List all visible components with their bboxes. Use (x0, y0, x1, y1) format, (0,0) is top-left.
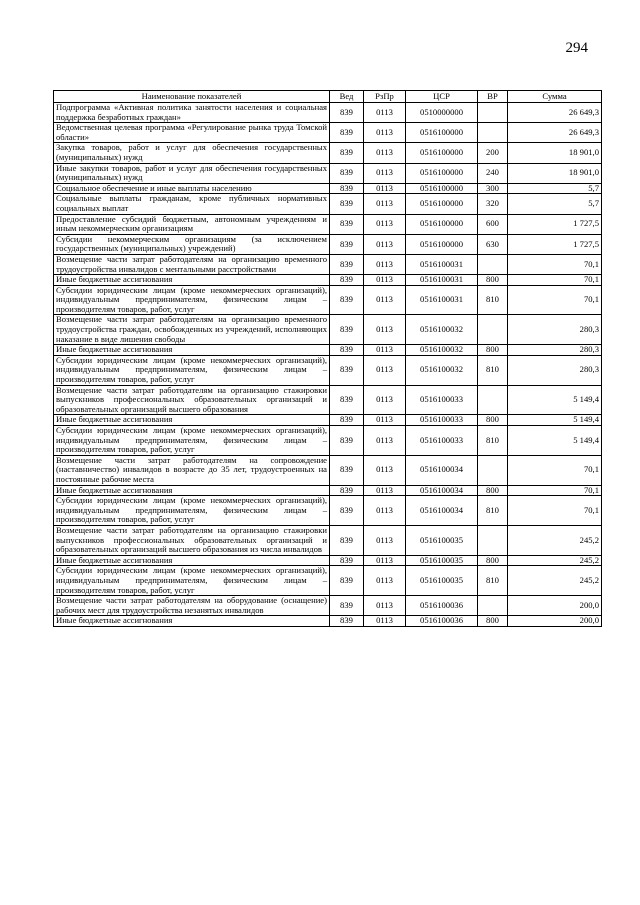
cell-rzpr: 0113 (364, 426, 406, 456)
cell-rzpr: 0113 (364, 415, 406, 426)
header-rzpr: РзПр (364, 91, 406, 103)
cell-csr: 0516100000 (406, 214, 478, 234)
cell-rzpr: 0113 (364, 275, 406, 286)
cell-csr: 0516100033 (406, 426, 478, 456)
cell-vr: 810 (478, 496, 508, 526)
table-row (54, 103, 602, 123)
cell-name: Возмещение части затрат работодателям на организацию временного трудоустройства инвалидов с ментальными расстройствами (54, 254, 330, 274)
cell-rzpr: 0113 (364, 496, 406, 526)
cell-sum: 5 149,4 (508, 415, 602, 426)
cell-name: Иные бюджетные ассигнования (54, 345, 330, 356)
cell-sum: 70,1 (508, 254, 602, 274)
cell-rzpr: 0113 (364, 555, 406, 566)
cell-sum: 26 649,3 (508, 103, 602, 123)
cell-vr: 800 (478, 616, 508, 627)
cell-sum: 245,2 (508, 555, 602, 566)
cell-csr: 0516100031 (406, 285, 478, 315)
cell-name: Возмещение части затрат работодателям на оборудование (оснащение) рабочих мест для трудоустройства незанятых инвалидов (54, 596, 330, 616)
cell-ved: 839 (330, 415, 364, 426)
cell-csr: 0516100031 (406, 275, 478, 286)
cell-rzpr: 0113 (364, 455, 406, 485)
cell-csr: 0516100000 (406, 234, 478, 254)
table-row (54, 315, 602, 345)
table-row (54, 183, 602, 194)
cell-csr: 0516100034 (406, 455, 478, 485)
cell-name: Субсидии юридическим лицам (кроме некоммерческих организаций), индивидуальным предпринимателям, физическим лицам – производителям товаров, работ, услуг (54, 426, 330, 456)
table-row (54, 596, 602, 616)
cell-csr: 0516100000 (406, 143, 478, 163)
cell-csr: 0516100034 (406, 496, 478, 526)
table-row (54, 555, 602, 566)
table-row (54, 345, 602, 356)
cell-csr: 0510000000 (406, 103, 478, 123)
cell-ved: 839 (330, 194, 364, 214)
table-row (54, 143, 602, 163)
cell-vr (478, 385, 508, 415)
cell-csr: 0516100035 (406, 525, 478, 555)
cell-vr (478, 103, 508, 123)
cell-sum: 5,7 (508, 183, 602, 194)
cell-ved: 839 (330, 275, 364, 286)
cell-rzpr: 0113 (364, 285, 406, 315)
table-row (54, 163, 602, 183)
cell-csr: 0516100000 (406, 183, 478, 194)
cell-csr: 0516100032 (406, 355, 478, 385)
cell-name: Закупка товаров, работ и услуг для обеспечения государственных (муниципальных) нужд (54, 143, 330, 163)
cell-sum: 200,0 (508, 616, 602, 627)
cell-vr: 200 (478, 143, 508, 163)
cell-ved: 839 (330, 385, 364, 415)
cell-name: Возмещение части затрат работодателям на сопровождение (наставничество) инвалидов в возрасте до 35 лет, трудоустроенных на постоянные рабочие места (54, 455, 330, 485)
cell-vr: 800 (478, 485, 508, 496)
header-vr: ВР (478, 91, 508, 103)
cell-rzpr: 0113 (364, 596, 406, 616)
cell-name: Социальное обеспечение и иные выплаты населению (54, 183, 330, 194)
cell-rzpr: 0113 (364, 183, 406, 194)
cell-rzpr: 0113 (364, 616, 406, 627)
cell-sum: 280,3 (508, 355, 602, 385)
cell-rzpr: 0113 (364, 254, 406, 274)
cell-name: Иные бюджетные ассигнования (54, 275, 330, 286)
cell-vr (478, 315, 508, 345)
cell-vr: 800 (478, 275, 508, 286)
cell-vr: 600 (478, 214, 508, 234)
cell-sum: 5 149,4 (508, 385, 602, 415)
cell-name: Подпрограмма «Активная политика занятости населения и социальная поддержка безработных граждан» (54, 103, 330, 123)
cell-name: Субсидии юридическим лицам (кроме некоммерческих организаций), индивидуальным предпринимателям, физическим лицам – производителям товаров, работ, услуг (54, 566, 330, 596)
table-row (54, 214, 602, 234)
cell-csr: 0516100036 (406, 616, 478, 627)
table-row (54, 485, 602, 496)
cell-ved: 839 (330, 555, 364, 566)
cell-vr: 810 (478, 355, 508, 385)
cell-rzpr: 0113 (364, 143, 406, 163)
cell-sum: 280,3 (508, 315, 602, 345)
cell-sum: 200,0 (508, 596, 602, 616)
cell-csr: 0516100035 (406, 566, 478, 596)
cell-ved: 839 (330, 285, 364, 315)
cell-name: Предоставление субсидий бюджетным, автономным учреждениям и иным некоммерческим организациям (54, 214, 330, 234)
cell-name: Иные бюджетные ассигнования (54, 555, 330, 566)
cell-sum: 1 727,5 (508, 234, 602, 254)
cell-csr: 0516100033 (406, 385, 478, 415)
cell-rzpr: 0113 (364, 214, 406, 234)
cell-vr: 810 (478, 285, 508, 315)
cell-csr: 0516100000 (406, 194, 478, 214)
table-row (54, 415, 602, 426)
cell-ved: 839 (330, 143, 364, 163)
cell-csr: 0516100032 (406, 345, 478, 356)
cell-csr: 0516100035 (406, 555, 478, 566)
cell-ved: 839 (330, 103, 364, 123)
table-row (54, 496, 602, 526)
cell-vr: 630 (478, 234, 508, 254)
cell-ved: 839 (330, 234, 364, 254)
cell-sum: 1 727,5 (508, 214, 602, 234)
cell-vr: 810 (478, 426, 508, 456)
cell-rzpr: 0113 (364, 163, 406, 183)
cell-name: Субсидии юридическим лицам (кроме некоммерческих организаций), индивидуальным предпринимателям, физическим лицам – производителям товаров, работ, услуг (54, 496, 330, 526)
cell-ved: 839 (330, 254, 364, 274)
cell-ved: 839 (330, 566, 364, 596)
cell-rzpr: 0113 (364, 234, 406, 254)
cell-ved: 839 (330, 525, 364, 555)
cell-sum: 70,1 (508, 275, 602, 286)
cell-csr: 0516100031 (406, 254, 478, 274)
table-row (54, 123, 602, 143)
cell-ved: 839 (330, 214, 364, 234)
cell-ved: 839 (330, 123, 364, 143)
table-row (54, 566, 602, 596)
header-csr: ЦСР (406, 91, 478, 103)
cell-sum: 245,2 (508, 525, 602, 555)
cell-ved: 839 (330, 426, 364, 456)
cell-vr: 800 (478, 345, 508, 356)
cell-csr: 0516100000 (406, 123, 478, 143)
cell-rzpr: 0113 (364, 525, 406, 555)
cell-name: Субсидии некоммерческим организациям (за исключением государственных (муниципальных) учреждений) (54, 234, 330, 254)
header-sum: Сумма (508, 91, 602, 103)
cell-ved: 839 (330, 596, 364, 616)
cell-ved: 839 (330, 355, 364, 385)
table-row (54, 355, 602, 385)
cell-vr: 300 (478, 183, 508, 194)
table-row (54, 234, 602, 254)
cell-sum: 245,2 (508, 566, 602, 596)
cell-vr (478, 596, 508, 616)
cell-rzpr: 0113 (364, 345, 406, 356)
table-row (54, 194, 602, 214)
cell-ved: 839 (330, 315, 364, 345)
cell-ved: 839 (330, 455, 364, 485)
cell-sum: 70,1 (508, 485, 602, 496)
cell-rzpr: 0113 (364, 485, 406, 496)
cell-rzpr: 0113 (364, 385, 406, 415)
cell-vr: 240 (478, 163, 508, 183)
cell-vr (478, 455, 508, 485)
cell-vr: 810 (478, 566, 508, 596)
table-header-row (54, 91, 602, 103)
cell-name: Социальные выплаты гражданам, кроме публичных нормативных социальных выплат (54, 194, 330, 214)
cell-name: Возмещение части затрат работодателям на организацию стажировки выпускников профессиональных образовательных организаций и образовательных организаций высшего образования (54, 385, 330, 415)
cell-ved: 839 (330, 183, 364, 194)
cell-csr: 0516100034 (406, 485, 478, 496)
cell-name: Ведомственная целевая программа «Регулирование рынка труда Томской области» (54, 123, 330, 143)
table-row (54, 385, 602, 415)
cell-name: Иные бюджетные ассигнования (54, 616, 330, 627)
cell-name: Возмещение части затрат работодателям на организацию временного трудоустройства граждан, освобожденных из учреждений, исполняющих наказание в виде лишения свободы (54, 315, 330, 345)
cell-csr: 0516100032 (406, 315, 478, 345)
cell-name: Иные закупки товаров, работ и услуг для обеспечения государственных (муниципальных) нужд (54, 163, 330, 183)
cell-sum: 70,1 (508, 455, 602, 485)
cell-ved: 839 (330, 485, 364, 496)
cell-name: Иные бюджетные ассигнования (54, 485, 330, 496)
cell-ved: 839 (330, 345, 364, 356)
cell-sum: 280,3 (508, 345, 602, 356)
cell-rzpr: 0113 (364, 315, 406, 345)
cell-sum: 5,7 (508, 194, 602, 214)
cell-vr: 320 (478, 194, 508, 214)
cell-sum: 5 149,4 (508, 426, 602, 456)
table-body (54, 103, 602, 627)
cell-sum: 18 901,0 (508, 163, 602, 183)
table-row (54, 254, 602, 274)
cell-vr (478, 123, 508, 143)
cell-name: Субсидии юридическим лицам (кроме некоммерческих организаций), индивидуальным предпринимателям, физическим лицам – производителям товаров, работ, услуг (54, 285, 330, 315)
cell-rzpr: 0113 (364, 194, 406, 214)
cell-name: Иные бюджетные ассигнования (54, 415, 330, 426)
cell-rzpr: 0113 (364, 566, 406, 596)
table-row (54, 275, 602, 286)
cell-csr: 0516100033 (406, 415, 478, 426)
budget-table (53, 90, 602, 627)
table-row (54, 455, 602, 485)
cell-rzpr: 0113 (364, 123, 406, 143)
table-row (54, 525, 602, 555)
table-row (54, 285, 602, 315)
cell-csr: 0516100000 (406, 163, 478, 183)
cell-ved: 839 (330, 496, 364, 526)
page-number: 294 (565, 40, 588, 56)
cell-sum: 70,1 (508, 496, 602, 526)
cell-vr (478, 254, 508, 274)
cell-vr: 800 (478, 555, 508, 566)
table-row (54, 426, 602, 456)
header-name: Наименование показателей (54, 91, 330, 103)
cell-name: Возмещение части затрат работодателям на организацию стажировки выпускников профессиональных образовательных организаций и образовательных организаций высшего образования из числа инвалидов (54, 525, 330, 555)
table-row (54, 616, 602, 627)
cell-sum: 18 901,0 (508, 143, 602, 163)
cell-sum: 26 649,3 (508, 123, 602, 143)
cell-rzpr: 0113 (364, 103, 406, 123)
cell-vr: 800 (478, 415, 508, 426)
cell-name: Субсидии юридическим лицам (кроме некоммерческих организаций), индивидуальным предпринимателям, физическим лицам – производителям товаров, работ, услуг (54, 355, 330, 385)
cell-csr: 0516100036 (406, 596, 478, 616)
cell-ved: 839 (330, 163, 364, 183)
cell-sum: 70,1 (508, 285, 602, 315)
cell-vr (478, 525, 508, 555)
cell-ved: 839 (330, 616, 364, 627)
header-ved: Вед (330, 91, 364, 103)
cell-rzpr: 0113 (364, 355, 406, 385)
